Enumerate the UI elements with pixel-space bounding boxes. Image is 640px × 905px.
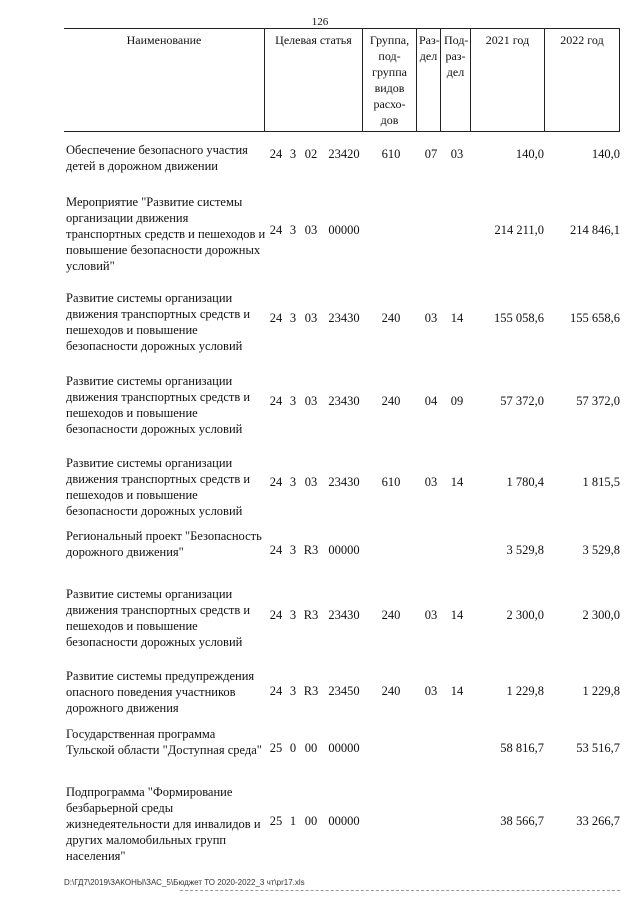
row-cell-a: 24 — [269, 394, 283, 408]
row-cell-y2: 1 229,8 — [582, 684, 620, 698]
row-cell-b: 3 — [289, 684, 297, 698]
row-cell-sec: 04 — [424, 394, 438, 408]
row-cell-sec: 03 — [424, 475, 438, 489]
row-cell-y2: 3 529,8 — [582, 543, 620, 557]
row-name: Развитие системы организации движения транспортных средств и пешеходов и повышение безопасности дорожных условий — [66, 456, 251, 518]
row-cell-grp: 610 — [381, 147, 401, 161]
row-cell-b: 3 — [289, 394, 297, 408]
header-year-2022: 2022 год — [544, 29, 620, 131]
row-cell-c: 03 — [304, 475, 318, 489]
row-cell-grp: 610 — [381, 475, 401, 489]
row-cell-b: 3 — [289, 311, 297, 325]
row-name: Развитие системы организации движения транспортных средств и пешеходов и повышение безопасности дорожных условий — [66, 291, 251, 353]
row-cell-grp: 240 — [381, 311, 401, 325]
table-header — [64, 28, 620, 132]
row-cell-y1: 57 372,0 — [500, 394, 544, 408]
row-cell-d: 23430 — [328, 608, 360, 622]
row-cell-a: 24 — [269, 147, 283, 161]
row-cell-grp: 240 — [381, 608, 401, 622]
row-cell-b: 3 — [289, 543, 297, 557]
row-cell-y1: 2 300,0 — [506, 608, 544, 622]
row-cell-c: 03 — [304, 394, 318, 408]
row-cell-sec: 03 — [424, 608, 438, 622]
row-cell-d: 23430 — [328, 311, 360, 325]
row-name: Государственная программа Тульской области "Доступная среда" — [66, 727, 262, 757]
header-name: Наименование — [126, 33, 202, 47]
row-cell-d: 00000 — [328, 223, 360, 237]
row-name: Развитие системы предупреждения опасного поведения участников дорожного движения — [66, 669, 255, 715]
row-cell-y2: 155 658,6 — [570, 311, 620, 325]
row-cell-y1: 1 780,4 — [506, 475, 544, 489]
row-cell-a: 24 — [269, 475, 283, 489]
header-subsection: Под- раз- дел — [440, 29, 470, 131]
row-cell-c: 03 — [304, 223, 318, 237]
row-cell-a: 24 — [269, 543, 283, 557]
row-cell-grp: 240 — [381, 684, 401, 698]
row-cell-c: 03 — [304, 311, 318, 325]
row-cell-sec: 07 — [424, 147, 438, 161]
row-cell-sub: 14 — [450, 475, 464, 489]
row-cell-c: 00 — [304, 741, 318, 755]
header-year-2021: 2021 год — [470, 29, 544, 131]
row-cell-c: 00 — [304, 814, 318, 828]
row-cell-d: 00000 — [328, 543, 360, 557]
row-name: Подпрограмма "Формирование безбарьерной среды жизнедеятельности для инвалидов и других маломобильных групп населения" — [66, 785, 261, 863]
row-cell-y2: 214 846,1 — [570, 223, 620, 237]
row-cell-sub: 14 — [450, 684, 464, 698]
header-group: Группа, под- группа видов расхо- дов — [362, 29, 416, 131]
row-cell-sub: 14 — [450, 311, 464, 325]
row-cell-sec: 03 — [424, 311, 438, 325]
row-cell-b: 0 — [289, 741, 297, 755]
row-name: Региональный проект "Безопасность дорожного движения" — [66, 529, 262, 559]
row-name: Развитие системы организации движения транспортных средств и пешеходов и повышение безопасности дорожных условий — [66, 587, 251, 649]
row-cell-b: 3 — [289, 475, 297, 489]
row-cell-d: 23450 — [328, 684, 360, 698]
row-cell-grp: 240 — [381, 394, 401, 408]
row-cell-d: 00000 — [328, 741, 360, 755]
row-cell-y2: 2 300,0 — [582, 608, 620, 622]
row-cell-sec: 03 — [424, 684, 438, 698]
row-cell-sub: 03 — [450, 147, 464, 161]
row-cell-c: R3 — [303, 608, 319, 622]
header-section: Раз- дел — [416, 29, 440, 131]
row-name: Развитие системы организации движения транспортных средств и пешеходов и повышение безопасности дорожных условий — [66, 374, 251, 436]
row-cell-c: 02 — [304, 147, 318, 161]
header-target: Целевая статья — [264, 29, 362, 131]
row-cell-y2: 1 815,5 — [582, 475, 620, 489]
row-cell-d: 23430 — [328, 475, 360, 489]
row-cell-a: 25 — [269, 814, 283, 828]
row-cell-b: 3 — [289, 147, 297, 161]
row-cell-d: 23430 — [328, 394, 360, 408]
row-cell-y2: 57 372,0 — [576, 394, 620, 408]
row-cell-b: 3 — [289, 223, 297, 237]
row-name: Мероприятие "Развитие системы организации движения транспортных средств и пешеходов и повышение безопасности дорожных условий" — [66, 195, 266, 273]
row-cell-c: R3 — [303, 684, 319, 698]
row-cell-a: 24 — [269, 311, 283, 325]
row-cell-sub: 09 — [450, 394, 464, 408]
page-number: 126 — [311, 16, 329, 28]
row-cell-b: 3 — [289, 608, 297, 622]
row-cell-a: 24 — [269, 608, 283, 622]
row-cell-c: R3 — [303, 543, 319, 557]
row-cell-y1: 214 211,0 — [494, 223, 544, 237]
row-cell-sub: 14 — [450, 608, 464, 622]
row-cell-d: 00000 — [328, 814, 360, 828]
file-path-footer: D:\ГД7\2019\ЗАКОНЫ\ЗАС_5\Бюджет ТО 2020-2022_3 чт\pr17.xls — [64, 878, 305, 887]
row-cell-y1: 3 529,8 — [506, 543, 544, 557]
row-cell-a: 24 — [269, 684, 283, 698]
row-cell-b: 1 — [289, 814, 297, 828]
row-cell-a: 24 — [269, 223, 283, 237]
row-cell-y2: 53 516,7 — [576, 741, 620, 755]
row-cell-a: 25 — [269, 741, 283, 755]
row-cell-d: 23420 — [328, 147, 360, 161]
row-cell-y1: 38 566,7 — [500, 814, 544, 828]
row-cell-y1: 140,0 — [515, 147, 544, 161]
row-cell-y2: 140,0 — [591, 147, 620, 161]
row-cell-y2: 33 266,7 — [576, 814, 620, 828]
footer-rule — [180, 890, 620, 891]
row-cell-y1: 1 229,8 — [506, 684, 544, 698]
row-cell-y1: 58 816,7 — [500, 741, 544, 755]
row-name: Обеспечение безопасного участия детей в дорожном движении — [66, 143, 248, 173]
row-cell-y1: 155 058,6 — [494, 311, 544, 325]
